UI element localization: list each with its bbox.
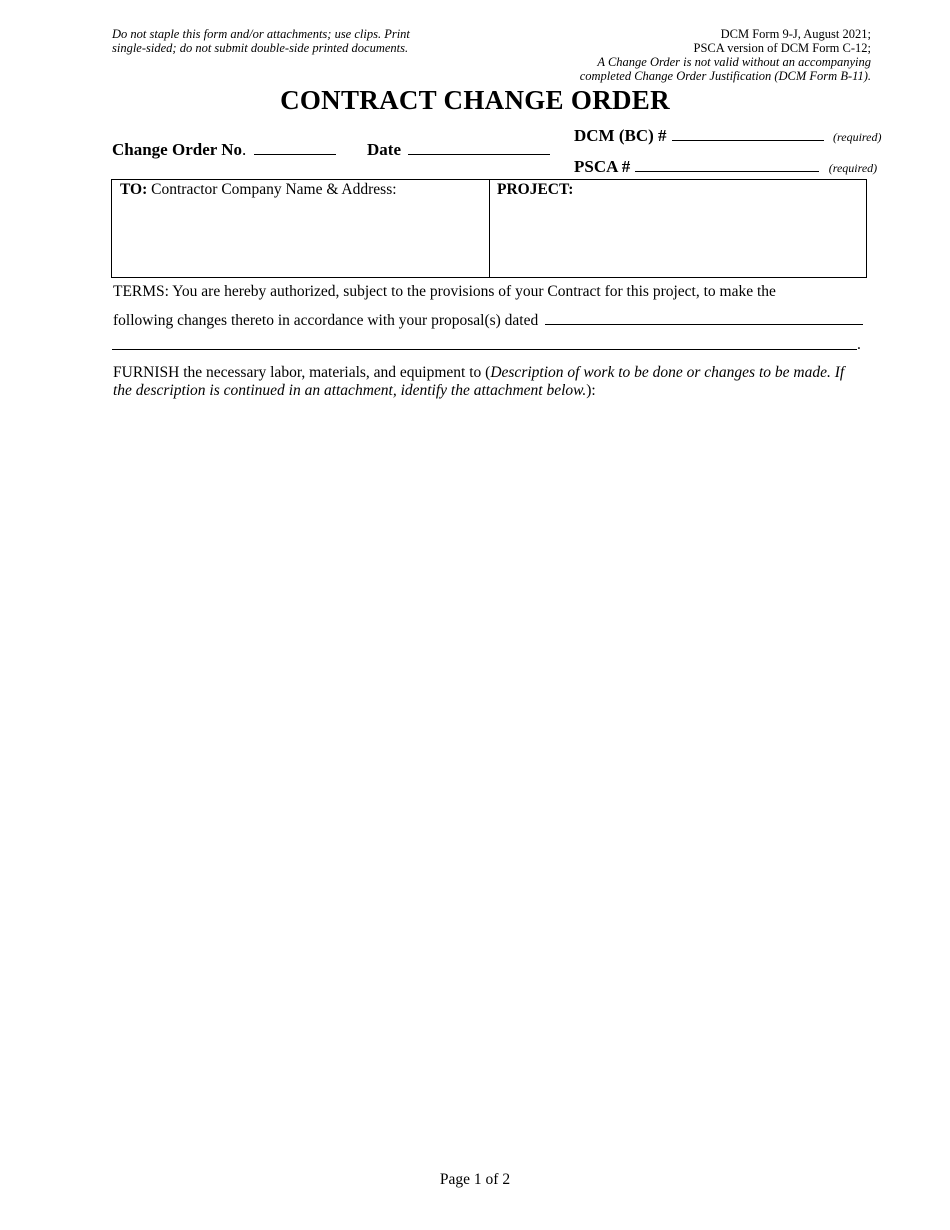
date-label: Date <box>367 140 401 159</box>
change-order-number-period: . <box>242 140 247 159</box>
proposal-date-input[interactable] <box>545 310 863 325</box>
dcm-number-field <box>574 126 881 146</box>
furnish-line-2-suffix: ): <box>586 382 596 399</box>
staple-instructions-line-2: single-sided; do not submit double-side printed documents. <box>112 41 409 55</box>
terms-line-2-text: following changes thereto in accordance with your proposal(s) dated <box>113 312 539 329</box>
change-order-number-label: Change Order No <box>112 140 243 159</box>
box-divider <box>489 180 490 277</box>
change-order-number-input[interactable] <box>254 140 336 155</box>
terms-line-2 <box>113 310 863 330</box>
form-id-line-1: DCM Form 9-J, August 2021; <box>720 27 871 41</box>
date-field <box>367 140 550 160</box>
contractor-address-cell[interactable] <box>120 181 397 199</box>
date-input[interactable] <box>408 140 550 155</box>
furnish-line-2 <box>113 382 596 400</box>
psca-number-input[interactable] <box>635 157 819 172</box>
dcm-number-input[interactable] <box>672 126 824 141</box>
staple-instructions-line-1: Do not staple this form and/or attachments; use clips. Print <box>112 27 410 41</box>
dcm-number-label: DCM (BC) # <box>574 126 667 145</box>
page-title: CONTRACT CHANGE ORDER <box>280 85 670 115</box>
terms-line-1: TERMS: You are hereby authorized, subject to the provisions of your Contract for this project, to make the <box>113 283 776 300</box>
terms-end-period: . <box>857 336 861 353</box>
furnish-description-instruction: Description of work to be done or changes to be made. If <box>490 364 845 381</box>
furnish-attachment-instruction: the description is continued in an attachment, identify the attachment below. <box>113 382 587 399</box>
project-cell[interactable] <box>497 181 573 199</box>
page-number: Page 1 of 2 <box>439 1171 511 1188</box>
to-label: TO: <box>120 181 148 198</box>
address-project-box <box>111 179 867 278</box>
psca-number-label: PSCA # <box>574 157 631 176</box>
validity-note-line-1: A Change Order is not valid without an accompanying <box>597 55 871 69</box>
proposal-continuation-input[interactable] <box>112 335 857 350</box>
contractor-address-label: Contractor Company Name & Address: <box>151 181 397 198</box>
project-label: PROJECT: <box>497 181 574 198</box>
furnish-prefix: FURNISH the necessary labor, materials, and equipment to ( <box>113 364 491 381</box>
change-order-number-field <box>112 140 336 160</box>
psca-number-field <box>574 157 877 177</box>
form-id-line-2: PSCA version of DCM Form C-12; <box>693 41 871 55</box>
furnish-line-1 <box>113 364 844 382</box>
validity-note-line-2: completed Change Order Justification (DCM Form B-11). <box>579 69 871 83</box>
form-identification <box>451 27 871 83</box>
psca-required-note: (required) <box>828 161 878 175</box>
work-description-area[interactable] <box>112 405 857 1145</box>
dcm-required-note: (required) <box>833 130 882 144</box>
